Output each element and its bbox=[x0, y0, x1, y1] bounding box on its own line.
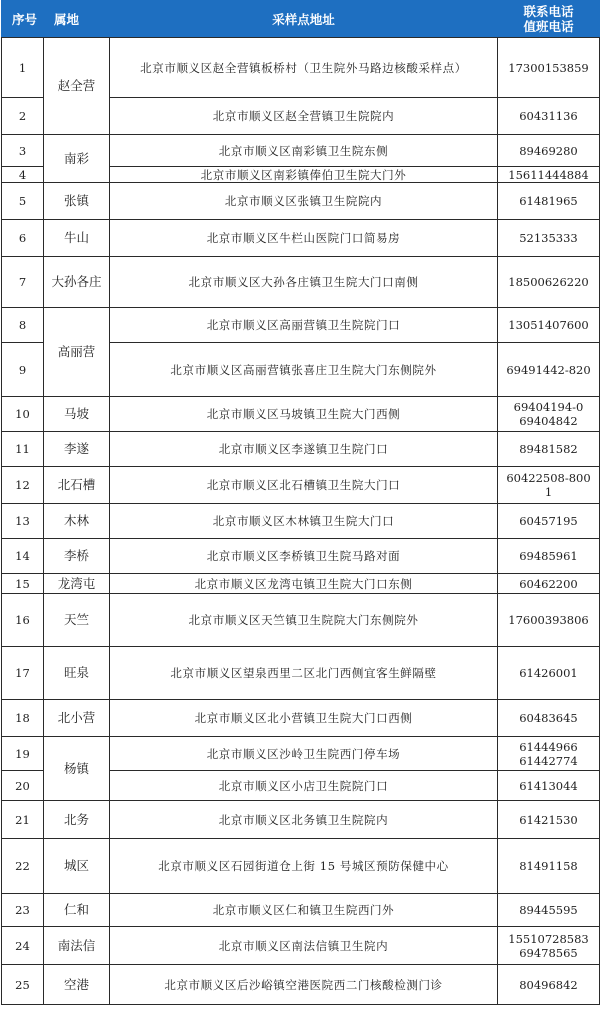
cell-address: 北京市顺义区仁和镇卫生院西门外 bbox=[110, 894, 498, 927]
cell-no: 18 bbox=[2, 700, 44, 737]
cell-address: 北京市顺义区北石槽镇卫生院大门口 bbox=[110, 467, 498, 504]
phone-number: 80496842 bbox=[519, 977, 578, 992]
table-row bbox=[2, 539, 600, 574]
table-row bbox=[2, 894, 600, 927]
cell-area: 龙湾屯 bbox=[44, 574, 110, 594]
cell-no: 16 bbox=[2, 594, 44, 647]
cell-address: 北京市顺义区南法信镇卫生院内 bbox=[110, 927, 498, 965]
cell-no: 3 bbox=[2, 135, 44, 167]
cell-no: 19 bbox=[2, 737, 44, 771]
cell-area: 张镇 bbox=[44, 183, 110, 220]
cell-no: 4 bbox=[2, 167, 44, 183]
phone-number: 61444966 bbox=[519, 739, 578, 754]
phone-number: 17300153859 bbox=[508, 60, 589, 75]
cell-address: 北京市顺义区小店卫生院院门口 bbox=[110, 771, 498, 801]
cell-address: 北京市顺义区后沙峪镇空港医院西二门核酸检测门诊 bbox=[110, 965, 498, 1005]
cell-address: 北京市顺义区天竺镇卫生院院大门东侧院外 bbox=[110, 594, 498, 647]
table-row bbox=[2, 220, 600, 257]
table-row bbox=[2, 801, 600, 839]
phone-number: 60422508-800 bbox=[506, 471, 591, 485]
phone-number: 89469280 bbox=[519, 143, 578, 158]
phone-number: 60462200 bbox=[519, 576, 578, 591]
table-row bbox=[2, 38, 600, 98]
cell-address: 北京市顺义区李遂镇卫生院门口 bbox=[110, 432, 498, 467]
phone-number: 15611444884 bbox=[508, 167, 589, 182]
cell-area: 北石槽 bbox=[44, 467, 110, 504]
cell-area: 杨镇 bbox=[44, 737, 110, 801]
table-row bbox=[2, 965, 600, 1005]
cell-no: 10 bbox=[2, 397, 44, 432]
cell-no: 14 bbox=[2, 539, 44, 574]
cell-no: 1 bbox=[2, 38, 44, 98]
cell-phone bbox=[498, 98, 600, 135]
table-row bbox=[2, 927, 600, 965]
cell-area: 高丽营 bbox=[44, 308, 110, 397]
phone-number: 17600393806 bbox=[508, 613, 589, 627]
header-address: 采样点地址 bbox=[110, 1, 498, 38]
cell-phone bbox=[498, 801, 600, 839]
cell-address: 北京市顺义区李桥镇卫生院马路对面 bbox=[110, 539, 498, 574]
cell-no: 2 bbox=[2, 98, 44, 135]
phone-number: 61413044 bbox=[519, 778, 578, 793]
cell-address: 北京市顺义区张镇卫生院院内 bbox=[110, 183, 498, 220]
phone-number: 61426001 bbox=[519, 666, 578, 680]
cell-phone bbox=[498, 397, 600, 432]
cell-no: 25 bbox=[2, 965, 44, 1005]
cell-address: 北京市顺义区北小营镇卫生院大门口西侧 bbox=[110, 700, 498, 737]
cell-phone bbox=[498, 220, 600, 257]
table-body bbox=[2, 38, 600, 1005]
cell-phone bbox=[498, 257, 600, 308]
table-header-row bbox=[2, 1, 600, 38]
phone-number: 60483645 bbox=[519, 711, 578, 725]
cell-area: 仁和 bbox=[44, 894, 110, 927]
cell-address: 北京市顺义区赵全营镇板桥村（卫生院外马路边核酸采样点） bbox=[110, 38, 498, 98]
cell-address: 北京市顺义区高丽营镇卫生院院门口 bbox=[110, 308, 498, 343]
cell-no: 17 bbox=[2, 647, 44, 700]
phone-number: 15510728583 bbox=[508, 931, 589, 946]
table-row bbox=[2, 135, 600, 167]
phone-number: 61442774 bbox=[519, 753, 578, 768]
table-row bbox=[2, 594, 600, 647]
cell-phone bbox=[498, 594, 600, 647]
cell-no: 11 bbox=[2, 432, 44, 467]
phone-number: 89481582 bbox=[519, 442, 578, 456]
cell-phone bbox=[498, 647, 600, 700]
phone-number: 60457195 bbox=[519, 514, 578, 528]
cell-no: 23 bbox=[2, 894, 44, 927]
cell-no: 24 bbox=[2, 927, 44, 965]
table-row bbox=[2, 397, 600, 432]
cell-phone bbox=[498, 771, 600, 801]
cell-no: 21 bbox=[2, 801, 44, 839]
cell-no: 9 bbox=[2, 343, 44, 397]
phone-number: 52135333 bbox=[519, 231, 578, 245]
cell-address: 北京市顺义区大孙各庄镇卫生院大门口南侧 bbox=[110, 257, 498, 308]
table-row bbox=[2, 504, 600, 539]
cell-no: 6 bbox=[2, 220, 44, 257]
cell-phone bbox=[498, 183, 600, 220]
cell-area: 南法信 bbox=[44, 927, 110, 965]
phone-number: 69478565 bbox=[519, 945, 578, 960]
cell-no: 7 bbox=[2, 257, 44, 308]
phone-number: 60431136 bbox=[519, 109, 578, 123]
cell-address: 北京市顺义区南彩镇卫生院东侧 bbox=[110, 135, 498, 167]
cell-address: 北京市顺义区赵全营镇卫生院院内 bbox=[110, 98, 498, 135]
phone-number: 69404194-0 bbox=[513, 400, 584, 414]
header-phone bbox=[498, 1, 600, 38]
cell-no: 13 bbox=[2, 504, 44, 539]
cell-address: 北京市顺义区石园街道仓上街 15 号城区预防保健中心 bbox=[110, 839, 498, 894]
header-phone-line2: 值班电话 bbox=[523, 19, 574, 34]
cell-no: 15 bbox=[2, 574, 44, 594]
cell-area: 牛山 bbox=[44, 220, 110, 257]
cell-phone bbox=[498, 839, 600, 894]
cell-area: 北小营 bbox=[44, 700, 110, 737]
cell-phone bbox=[498, 927, 600, 965]
phone-number: 69404842 bbox=[519, 414, 578, 428]
table-row bbox=[2, 308, 600, 343]
sampling-sites-table bbox=[1, 0, 600, 1005]
cell-no: 8 bbox=[2, 308, 44, 343]
cell-area: 李桥 bbox=[44, 539, 110, 574]
cell-phone bbox=[498, 167, 600, 183]
cell-area: 天竺 bbox=[44, 594, 110, 647]
cell-phone bbox=[498, 700, 600, 737]
cell-area: 空港 bbox=[44, 965, 110, 1005]
cell-address: 北京市顺义区马坡镇卫生院大门西侧 bbox=[110, 397, 498, 432]
table-row bbox=[2, 647, 600, 700]
cell-area: 南彩 bbox=[44, 135, 110, 183]
cell-phone bbox=[498, 504, 600, 539]
cell-area: 李遂 bbox=[44, 432, 110, 467]
cell-address: 北京市顺义区牛栏山医院门口简易房 bbox=[110, 220, 498, 257]
phone-number: 89445595 bbox=[519, 903, 578, 917]
cell-area: 马坡 bbox=[44, 397, 110, 432]
cell-address: 北京市顺义区南彩镇俸伯卫生院大门外 bbox=[110, 167, 498, 183]
cell-phone bbox=[498, 894, 600, 927]
table-row bbox=[2, 257, 600, 308]
cell-area: 北务 bbox=[44, 801, 110, 839]
table-row bbox=[2, 737, 600, 771]
cell-area: 旺泉 bbox=[44, 647, 110, 700]
phone-number: 81491158 bbox=[519, 859, 578, 873]
table-row bbox=[2, 467, 600, 504]
table-row bbox=[2, 574, 600, 594]
cell-address: 北京市顺义区望泉西里二区北门西侧宜客生鲜隔壁 bbox=[110, 647, 498, 700]
table-row bbox=[2, 700, 600, 737]
phone-number: 61481965 bbox=[519, 194, 578, 208]
cell-phone bbox=[498, 38, 600, 98]
cell-phone bbox=[498, 574, 600, 594]
phone-number: 18500626220 bbox=[508, 275, 589, 289]
header-no: 序号 bbox=[2, 1, 44, 38]
table-row bbox=[2, 183, 600, 220]
cell-area: 城区 bbox=[44, 839, 110, 894]
phone-number: 13051407600 bbox=[508, 318, 589, 332]
cell-phone bbox=[498, 467, 600, 504]
cell-no: 5 bbox=[2, 183, 44, 220]
cell-address: 北京市顺义区沙岭卫生院西门停车场 bbox=[110, 737, 498, 771]
cell-area: 大孙各庄 bbox=[44, 257, 110, 308]
cell-phone bbox=[498, 737, 600, 771]
cell-phone bbox=[498, 539, 600, 574]
cell-no: 12 bbox=[2, 467, 44, 504]
cell-address: 北京市顺义区高丽营镇张喜庄卫生院大门东侧院外 bbox=[110, 343, 498, 397]
phone-number: 61421530 bbox=[519, 812, 578, 827]
cell-address: 北京市顺义区北务镇卫生院院内 bbox=[110, 801, 498, 839]
cell-phone bbox=[498, 432, 600, 467]
header-phone-line1: 联系电话 bbox=[523, 4, 574, 19]
table-row bbox=[2, 432, 600, 467]
cell-phone bbox=[498, 343, 600, 397]
cell-address: 北京市顺义区木林镇卫生院大门口 bbox=[110, 504, 498, 539]
cell-address: 北京市顺义区龙湾屯镇卫生院大门口东侧 bbox=[110, 574, 498, 594]
header-area: 属地 bbox=[44, 1, 110, 38]
cell-phone bbox=[498, 135, 600, 167]
cell-no: 22 bbox=[2, 839, 44, 894]
cell-area: 木林 bbox=[44, 504, 110, 539]
cell-phone bbox=[498, 965, 600, 1005]
phone-number: 69485961 bbox=[519, 549, 578, 563]
phone-number: 69491442-820 bbox=[506, 362, 591, 377]
cell-no: 20 bbox=[2, 771, 44, 801]
cell-phone bbox=[498, 308, 600, 343]
table-row bbox=[2, 839, 600, 894]
phone-number: 1 bbox=[544, 485, 553, 499]
cell-area: 赵全营 bbox=[44, 38, 110, 135]
